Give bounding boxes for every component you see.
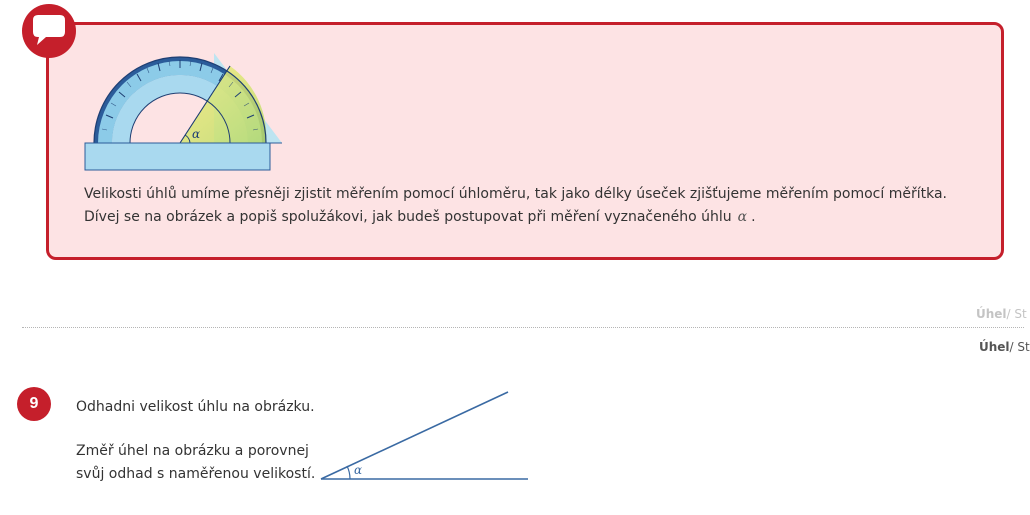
- protractor-illustration: [82, 50, 287, 175]
- task-question-2: [76, 440, 315, 486]
- alpha-symbol: α: [737, 209, 748, 225]
- protractor-alpha-label: α: [192, 127, 201, 141]
- note-text: [84, 183, 947, 229]
- note-line-1: Velikosti úhlů umíme přesněji zjistit měřením pomocí úhloměru, tak jako délky úseček zjišťujeme měřením pomocí měřítka.: [84, 186, 947, 202]
- note-line-2: [84, 206, 947, 229]
- breadcrumb: Úhel/ St: [979, 340, 1030, 354]
- breadcrumb-faded: Úhel/ St: [976, 307, 1027, 321]
- section-divider: [22, 327, 1024, 328]
- angle-alpha-label: α: [354, 463, 363, 477]
- note-line-2-end: .: [751, 209, 756, 225]
- task-question-2-line-1: Změř úhel na obrázku a porovnej: [76, 443, 309, 459]
- angle-ray-upper: [321, 392, 508, 479]
- task-question-2-line-2: svůj odhad s naměřenou velikostí.: [76, 466, 316, 482]
- task-question-1: Odhadni velikost úhlu na obrázku.: [76, 399, 315, 415]
- note-line-2-text: Dívej se na obrázek a popiš spolužákovi, jak budeš postupovat při měření vyznačeného úhlu: [84, 209, 732, 225]
- angle-arc: [347, 466, 350, 479]
- speech-bubble-icon: [22, 4, 76, 58]
- angle-figure: [318, 388, 533, 484]
- task-number-badge: 9: [17, 387, 51, 421]
